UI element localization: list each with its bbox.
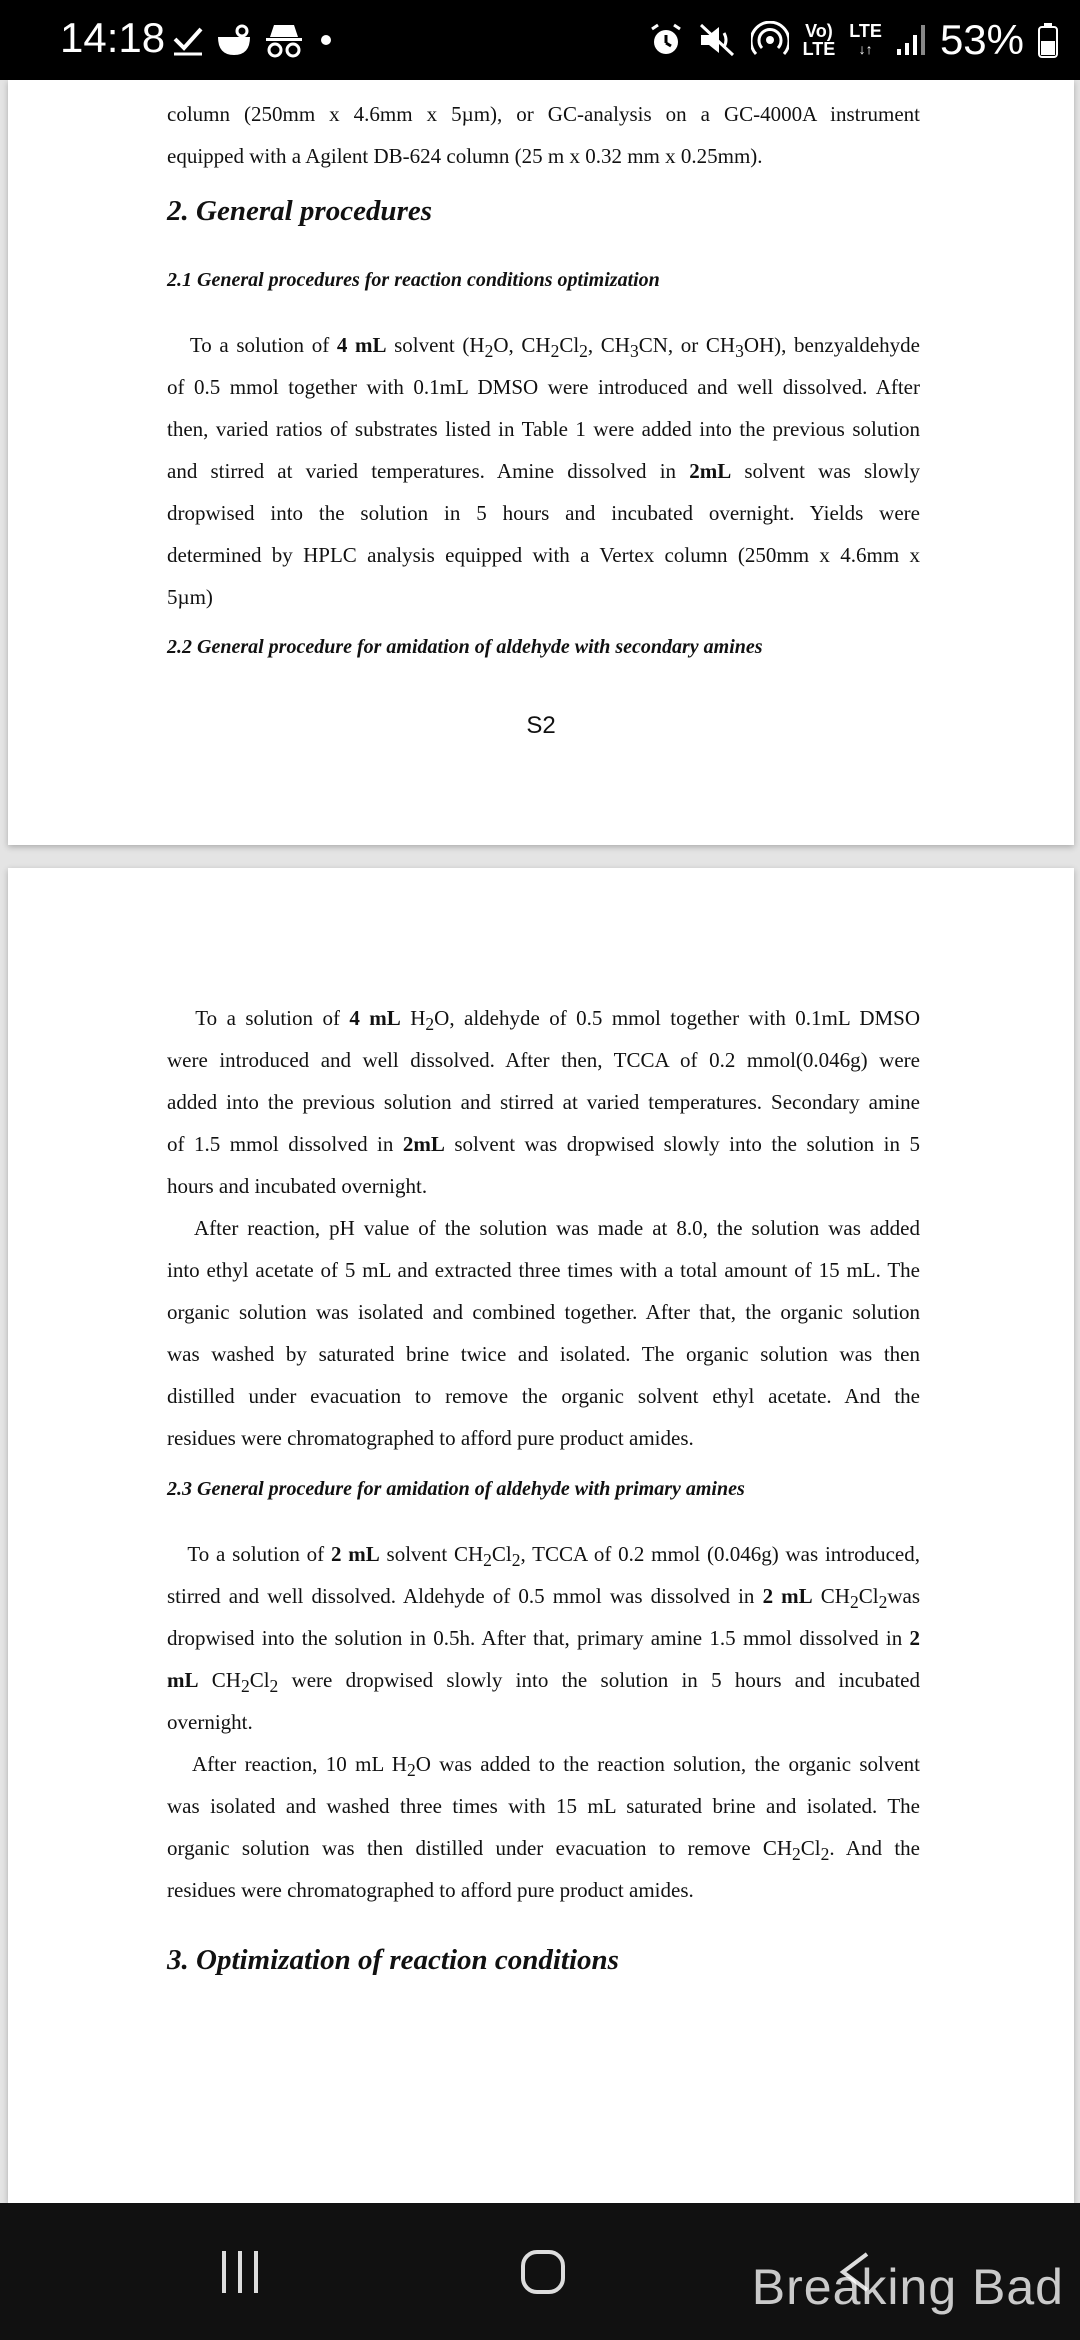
recents-button[interactable] (190, 2203, 290, 2340)
status-bar (0, 0, 1080, 80)
text-line: To a solution of 4 mL solvent ($H_2O$, $CH_2Cl_2$, $CH_3CN$, or $CH_3OH$), benzyaldehyde (189, 333, 920, 362)
lte-indicator: LTE ↓↑ (849, 21, 882, 57)
text-line: of 0.5 mmol together with 0.1mL DMSO were introduced and well dissolved. After (167, 375, 920, 399)
watermark-text: Breaking Bad (751, 2259, 1064, 2315)
cloud-drive-icon (214, 23, 254, 57)
system-icons (649, 12, 1058, 68)
notification-icons (172, 16, 338, 64)
text-line: of 1.5 mmol dissolved in 2mL solvent was dropwised slowly into the solution in 5 (167, 1132, 920, 1156)
text-line: column (250mm x 4.6mm x 5µm), or GC-analysis on a GC-4000A instrument (167, 102, 920, 126)
text-line: were introduced and well dissolved. After then, TCCA of 0.2 mmol(0.046g) were (167, 1048, 920, 1072)
subsection-heading: 2.1 General procedures for reaction conditions optimization (167, 269, 660, 291)
signal-icon (896, 23, 926, 57)
text-line: To a solution of 4 mL $H_2O$, aldehyde of 0.5 mmol together with 0.1mL DMSO (195, 1006, 921, 1035)
mute-icon (697, 23, 737, 57)
text-line: dropwised into the solution in 0.5h. After that, primary amine 1.5 mmol dissolved in 2 (167, 1626, 920, 1650)
text-line: was isolated and washed three times with 15 mL saturated brine and isolated. The (167, 1794, 920, 1818)
text-line: residues were chromatographed to afford pure product amides. (167, 1878, 694, 1902)
recents-icon (216, 2249, 264, 2295)
text-line: into ethyl acetate of 5 mL and extracted three times with a total amount of 15 mL. The (167, 1258, 920, 1282)
subsection-heading: 2.3 General procedure for amidation of aldehyde with primary amines (167, 1478, 745, 1500)
subsection-heading: 2.2 General procedure for amidation of aldehyde with secondary amines (167, 636, 763, 658)
text-line: After reaction, 10 mL $H_2O$ was added to the reaction solution, the organic solvent (191, 1752, 921, 1781)
text-line: stirred and well dissolved. Aldehyde of 0.5 mmol was dissolved in 2 mL $CH_2Cl_2was$ (167, 1584, 920, 1613)
battery-percent: 53% (939, 16, 1024, 63)
text-line: organic solution was isolated and combined together. After that, the organic solution (167, 1300, 920, 1324)
text-line: To a solution of 2 mL solvent $CH_2Cl_2$, TCCA of 0.2 mmol (0.046g) was introduced, (187, 1542, 921, 1571)
text-line: hours and incubated overnight. (167, 1174, 428, 1198)
text-line: and stirred at varied temperatures. Amine dissolved in 2mL solvent was slowly (167, 459, 920, 483)
text-line: organic solution was then distilled under evacuation to remove $CH_2Cl_2$. And the (167, 1836, 920, 1865)
document-page-1[interactable] (8, 80, 1074, 845)
volte-indicator: Vo) LTE (802, 21, 836, 59)
check-icon (172, 23, 204, 57)
text-line: mL $CH_2Cl_2$ were dropwised slowly into the solution in 5 hours and incubated (167, 1668, 920, 1697)
text-line: overnight. (167, 1710, 253, 1734)
incognito-icon (264, 21, 304, 59)
dot-icon (314, 28, 338, 52)
section-heading: 2. General procedures (167, 195, 433, 227)
text-line: dropwised into the solution in 5 hours and incubated overnight. Yields were (167, 501, 920, 525)
text-line: 5µm) (167, 585, 213, 609)
text-line: was washed by saturated brine twice and isolated. The organic solution was then (167, 1342, 920, 1366)
alarm-icon (649, 23, 683, 57)
battery-icon (1038, 22, 1058, 58)
text-line: After reaction, pH value of the solution was made at 8.0, the solution was added (194, 1216, 921, 1240)
status-time: 14:18 (60, 14, 166, 61)
home-button[interactable] (493, 2203, 593, 2340)
text-line: residues were chromatographed to afford pure product amides. (167, 1426, 694, 1450)
text-line: equipped with a Agilent DB-624 column (25 m x 0.32 mm x 0.25mm). (167, 144, 763, 168)
text-line: determined by HPLC analysis equipped with a Vertex column (250mm x 4.6mm x (167, 543, 920, 567)
document-page-2[interactable] (8, 868, 1074, 2203)
page-number: S2 (526, 712, 556, 739)
text-line: added into the previous solution and stirred at varied temperatures. Secondary amine (167, 1090, 920, 1114)
text-line: then, varied ratios of substrates listed in Table 1 were added into the previous solution (167, 417, 920, 441)
home-icon (519, 2248, 567, 2296)
hotspot-icon (751, 21, 789, 59)
text-line: distilled under evacuation to remove the organic solvent ethyl acetate. And the (167, 1384, 920, 1408)
data-arrows-icon: ↓↑ (858, 41, 873, 57)
section-heading: 3. Optimization of reaction conditions (167, 1944, 619, 1976)
